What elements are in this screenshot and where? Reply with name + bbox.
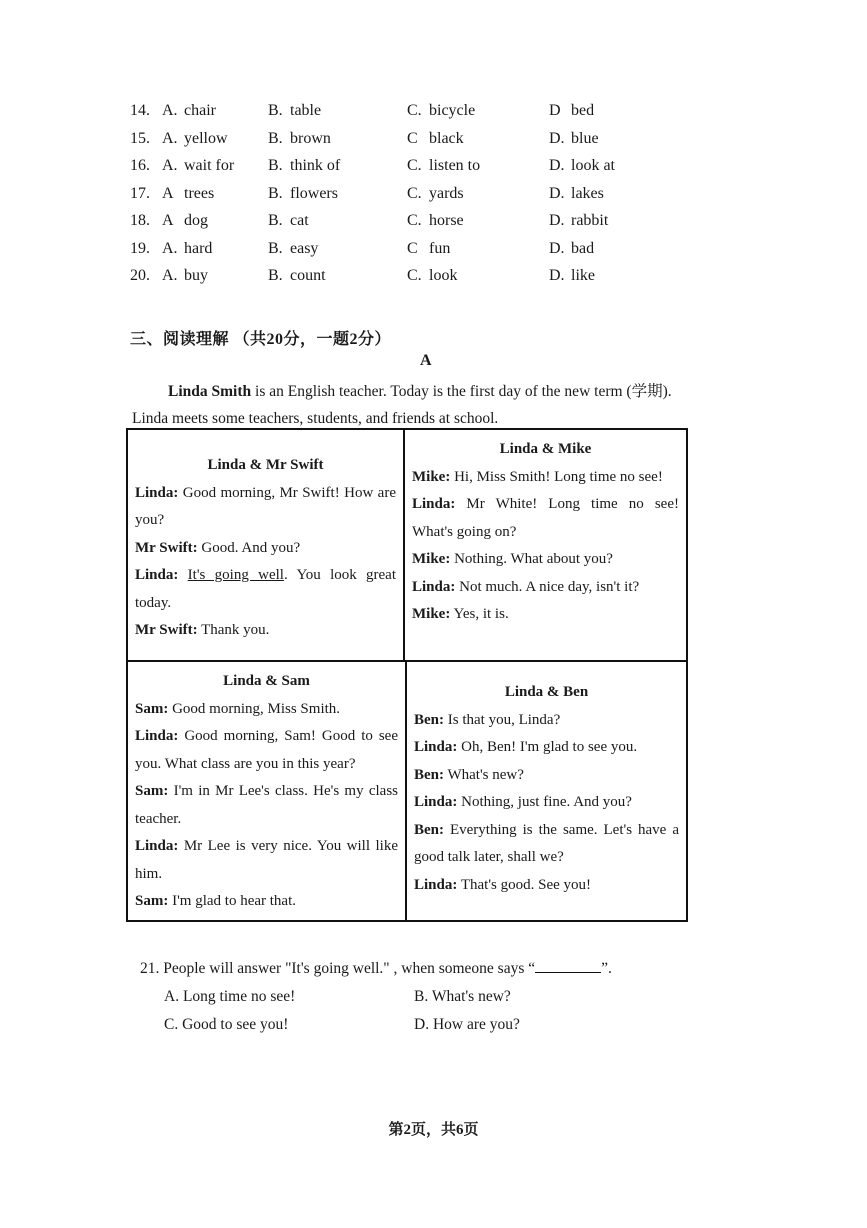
choice-a: A. hard <box>162 239 213 257</box>
choice-d: D. blue <box>549 129 599 147</box>
choice-c: C black <box>407 129 464 147</box>
page-footer: 第2页，共6页 <box>388 1122 479 1138</box>
option-row <box>130 212 730 240</box>
dialogue-heading: Linda & Sam <box>223 673 310 689</box>
passage-label: A <box>420 352 432 369</box>
dialogue-line: Mike: Hi, Miss Smith! Long time no see! <box>412 468 663 485</box>
choice-b: B. brown <box>268 129 331 147</box>
answer-c: C. Good to see you! <box>164 1016 289 1033</box>
choice-b: B. cat <box>268 212 309 229</box>
dialogue-line: Linda: Good morning, Mr Swift! How are you? <box>135 484 396 528</box>
question-stem: 21. People will answer "It's going well." , when someone says “ ”. <box>140 960 612 977</box>
dialogue-line: Linda: Mr White! Long time no see! What's going on? <box>412 496 679 540</box>
dialogue-line: Linda: Good morning, Sam! Good to see you. What class are you in this year? <box>135 728 398 772</box>
answer-a: A. Long time no see! <box>164 988 296 1005</box>
choice-b: B. count <box>268 267 326 284</box>
answer-row <box>140 983 700 1011</box>
dialogue-line: Linda: That's good. See you! <box>414 876 592 893</box>
question-number: 19. <box>130 239 150 257</box>
intro-line-2: Linda meets some teachers, students, and friends at school. <box>132 410 499 427</box>
choice-b: B. think of <box>268 157 341 174</box>
dialogue-line: Mr Swift: Thank you. <box>135 622 270 638</box>
choice-c: C fun <box>407 239 451 257</box>
choice-a: A. buy <box>162 267 208 284</box>
dialogue-line: Ben: What's new? <box>414 766 524 783</box>
choice-d: D. bad <box>549 239 595 257</box>
question-number: 16. <box>130 157 150 174</box>
dialogue-heading: Linda & Mike <box>499 441 592 457</box>
question-number: 21. <box>140 960 160 977</box>
dialogue-linda-mike <box>405 430 686 662</box>
answer-d: D. How are you? <box>414 1016 520 1033</box>
choice-c: C. listen to <box>407 157 481 174</box>
dialogue-heading: Linda & Ben <box>504 684 589 700</box>
dialogue-line: Ben: Is that you, Linda? <box>414 711 561 728</box>
choice-a: A. yellow <box>162 129 228 147</box>
choice-d: D. look at <box>549 157 615 174</box>
answer-row <box>140 1011 700 1039</box>
question-number: 14. <box>130 102 150 119</box>
dialogue-line: Sam: I'm in Mr Lee's class. He's my class teacher. <box>135 783 398 827</box>
section-title: 三、阅读理解 （共20分，一题2分） <box>130 331 392 348</box>
intro-name: Linda Smith <box>168 383 252 400</box>
dialogue-line: Linda: Oh, Ben! I'm glad to see you. <box>414 739 638 755</box>
choice-a: A. chair <box>162 102 216 119</box>
dialogue-line: Mike: Yes, it is. <box>412 606 509 622</box>
dialogue-line: Linda: Not much. A nice day, isn't it? <box>412 578 640 595</box>
choice-d: D. like <box>549 267 595 284</box>
dialogue-table <box>126 428 688 922</box>
underlined-phrase: It's going well <box>187 567 284 583</box>
dialogue-line: Linda: Mr Lee is very nice. You will like him. <box>135 838 398 882</box>
question-number: 17. <box>130 184 150 202</box>
choice-a: A dog <box>162 212 208 229</box>
dialogue-line: Mr Swift: Good. And you? <box>135 539 301 556</box>
choice-d: D. rabbit <box>549 212 609 229</box>
passage-intro <box>132 378 702 432</box>
dialogue-heading: Linda & Mr Swift <box>207 457 324 473</box>
option-row <box>130 185 730 213</box>
choice-c: C. horse <box>407 212 464 229</box>
dialogue-line: Mike: Nothing. What about you? <box>412 551 613 567</box>
choice-b: B. flowers <box>268 184 338 202</box>
dialogue-line: Sam: I'm glad to hear that. <box>135 893 297 909</box>
options-list <box>130 102 730 295</box>
choice-c: C. yards <box>407 184 464 202</box>
dialogue-line: Linda: Nothing, just fine. And you? <box>414 794 632 810</box>
intro-line-1: is an English teacher. Today is the first day of the new term (学期). <box>251 383 672 400</box>
choice-a: A trees <box>162 184 215 202</box>
choice-d: D bed <box>549 102 595 119</box>
choice-c: C. bicycle <box>407 102 476 119</box>
choice-b: B. table <box>268 102 322 119</box>
choice-b: B. easy <box>268 239 319 257</box>
option-row <box>130 157 730 185</box>
option-row <box>130 130 730 158</box>
dialogue-line: Linda: It's going well. You look great today. <box>135 567 397 611</box>
choice-a: A. wait for <box>162 157 235 174</box>
option-row <box>130 240 730 268</box>
dialogue-line: Sam: Good morning, Miss Smith. <box>135 700 341 717</box>
option-row <box>130 267 730 295</box>
question-21 <box>140 955 700 1039</box>
question-number: 20. <box>130 267 150 284</box>
question-number: 18. <box>130 212 150 229</box>
dialogue-linda-ben <box>407 662 686 920</box>
dialogue-linda-mr-swift <box>128 430 405 662</box>
answer-blank <box>535 958 601 973</box>
answer-b: B. What's new? <box>414 988 511 1005</box>
option-row <box>130 102 730 130</box>
question-number: 15. <box>130 129 150 147</box>
dialogue-linda-sam <box>128 662 407 920</box>
choice-d: D. lakes <box>549 184 604 202</box>
choice-c: C. look <box>407 267 458 284</box>
dialogue-line: Ben: Everything is the same. Let's have a good talk later, shall we? <box>414 821 679 865</box>
